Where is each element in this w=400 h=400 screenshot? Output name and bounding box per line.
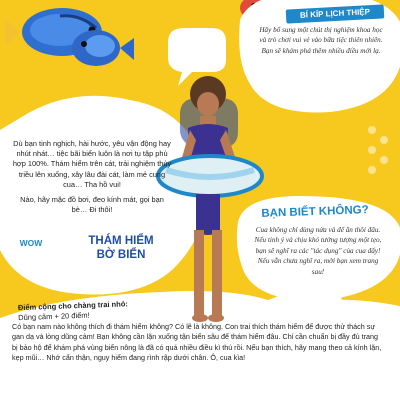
body-text: Có bạn nam nào không thích đi thám hiểm không? Có lẽ là không. Con trai thích thám hiểm để được thử thách sự gan dạ và lòng dũng cảm! Bạn không cần lặn xuống tận biển sâu để thám hiểm đâu. Chỉ cần chuẩn bị đầy đủ trang bị bảo hộ để khám phá vùng biển nông là đã có quá nhiều điều kì thú rồi. Nếu bạn thích, hãy mang theo cả kính lặn, kẹp mũi… Nhớ cẩn thận, nguy hiểm đang rình rập dưới chân. Ô, cua kìa!: [12, 322, 382, 363]
speech-bubble-decoration: [168, 28, 226, 86]
intro-text: [12, 139, 172, 221]
section-title: [60, 235, 182, 263]
wow-badge: WOW: [8, 237, 54, 250]
did-you-know-text: Cua không chỉ dùng nửa và để ăn thôi đâu. Nếu tinh ý và chịu khó tưởng tượng một tẹo, bạn sẽ nghĩ ra các "tác dụng" của cua đấy! Nếu vẫn chưa nghĩ ra, mời bạn xem trang sau!: [254, 226, 382, 276]
tips-text: Hãy bổ sung một chút thị nghiệm khoa học và trò chơi vui vẻ vào bữa tiệc thiên nhiên. Bạn sẽ khám phá thêm nhiều điều mới lạ.: [259, 26, 383, 55]
bonus-line-2: Dũng cảm + 20 điểm!: [18, 310, 90, 322]
section-title-line-1: THÁM HIỂM: [88, 235, 154, 247]
intro-paragraph-2: Nào, hãy mặc đồ bơi, đeo kính mát, gọi bạn bè… Đi thôi!: [20, 195, 164, 215]
did-you-know-title: BẠN BIẾT KHÔNG?: [261, 204, 369, 220]
section-title-line-2: BỜ BIỂN: [96, 248, 146, 261]
dot-pattern-decoration: [368, 126, 388, 174]
intro-paragraph-1: Dù bạn tinh nghịch, hài hước, yêu vận động hay nhút nhát… tiệc bãi biển luôn là nơi tụ tập phù hợp 100%. Thám hiểm trên cát, trải nghiệm thủy triều lên xuống, xây lâu đài cát, làm mẻ cung cua… Tha hồ vui!: [12, 139, 172, 189]
bonus-line-1: Điểm cộng cho chàng trai nhỏ:: [17, 299, 128, 313]
small-fish-illustration: [72, 30, 134, 66]
tips-label: BÍ KÍP LỊCH THIỆP: [286, 4, 385, 23]
